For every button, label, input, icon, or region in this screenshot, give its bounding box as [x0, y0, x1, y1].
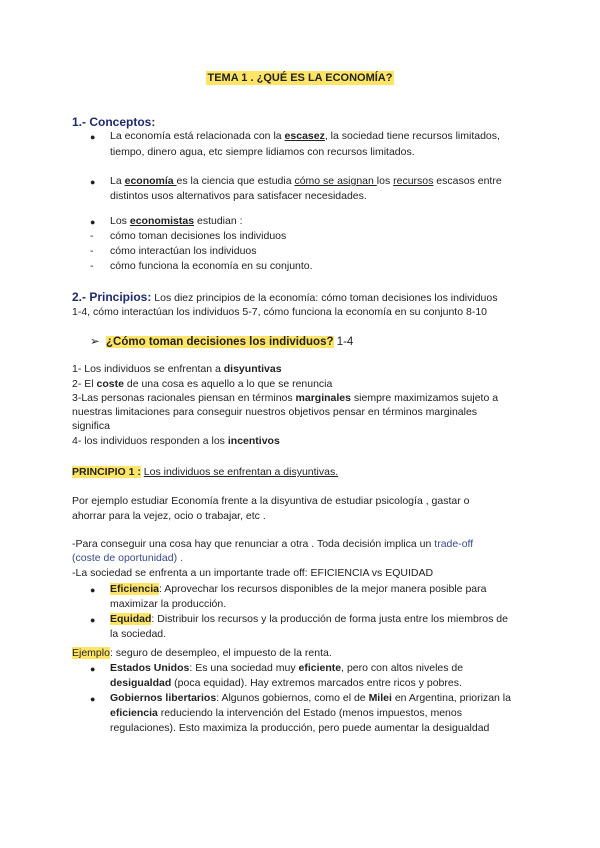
economist-topic-3: cómo funciona la economía en su conjunto. [110, 260, 313, 272]
us-example-line-2: desigualdad (poca equidad). Hay extremos marcados entre ricos y pobres. [110, 677, 462, 689]
section-conceptos-heading: 1.- Conceptos: [72, 115, 156, 129]
bullet-icon: ● [90, 132, 96, 142]
principle-1-summary: 1- Los individuos se enfrentan a disyuntivas [72, 363, 282, 375]
principle-2-summary: 2- El coste de una cosa es aquello a lo que se renuncia [72, 378, 333, 390]
principle-3-summary-line-1: 3-Las personas racionales piensan en términos marginales siempre maximizamos sujeto a [72, 392, 499, 404]
tradeoff-line-1: -Para conseguir una cosa hay que renunciar a otra . Toda decisión implica un trade-off [72, 538, 474, 550]
concept-2-line-2: distintos usos alternativos para satisfacer necesidades. [110, 190, 367, 202]
bullet-icon: ● [90, 177, 96, 187]
tradeoff-line-2: (coste de oportunidad) . [72, 552, 183, 564]
principle-3-summary-line-3: significa [72, 420, 110, 432]
efficiency-line-2: maximizar la producción. [110, 598, 227, 610]
concept-3-line: Los economistas estudian : [110, 215, 243, 227]
concept-1-line-1: La economía está relacionada con la escasez, la sociedad tiene recursos limitados, [110, 130, 500, 142]
libertarian-example-line-1: Gobiernos libertarios: Algunos gobiernos, como el de Milei en Argentina, priorizan la [110, 692, 511, 704]
libertarian-example-line-3: regulaciones). Esto maximiza la producción, pero puede aumentar la desigualdad [110, 722, 490, 734]
principle-4-summary: 4- los individuos responden a los incentivos [72, 435, 280, 447]
dash-marker: - [90, 230, 94, 242]
us-example-line-1: Estados Unidos: Es una sociedad muy eficiente, pero con altos niveles de [110, 662, 464, 674]
bullet-icon: ● [90, 217, 96, 227]
dash-marker: - [90, 260, 94, 272]
principle-3-summary-line-2: nuestras limitaciones para conseguir nuestros objetivos pensar en términos marginales [72, 406, 478, 418]
equity-line-2: la sociedad. [110, 628, 167, 640]
economist-topic-1: cómo toman decisiones los individuos [110, 230, 287, 242]
equity-line-1: Equidad: Distribuir los recursos y la producción de forma justa entre los miembros de [110, 613, 508, 625]
section-principios-line-2: 1-4, cómo interactúan los individuos 5-7, cómo funciona la economía en su conjunto 8-10 [72, 306, 487, 318]
tradeoff-line-3: -La sociedad se enfrenta a un importante trade off: EFICIENCIA vs EQUIDAD [72, 567, 434, 579]
economist-topic-2: cómo interactúan los individuos [110, 245, 257, 257]
example-text-line-1: Por ejemplo estudiar Economía frente a la disyuntiva de estudiar psicología , gastar o [72, 495, 470, 507]
concept-2-line-1: La economía es la ciencia que estudia cómo se asignan los recursos escasos entre [110, 175, 502, 187]
concept-1-line-2: tiempo, dinero agua, etc siempre lidiamos con recursos limitados. [110, 146, 415, 158]
example-heading: Ejemplo: seguro de desempleo, el impuesto de la renta. [72, 647, 332, 659]
arrow-icon: ➢ [90, 336, 100, 348]
dash-marker: - [90, 245, 94, 257]
bullet-icon: ● [90, 664, 96, 674]
bullet-icon: ● [90, 585, 96, 595]
example-text-line-2: ahorrar para la vejez, ocio o trabajar, etc . [72, 510, 266, 522]
bullet-icon: ● [90, 694, 96, 704]
section-principios-line-1: 2.- Principios: Los diez principios de la economía: cómo toman decisiones los individuos [72, 290, 498, 304]
libertarian-example-line-2: eficiencia reduciendo la intervención del Estado (menos impuestos, menos [110, 707, 462, 719]
principle-1-heading: PRINCIPIO 1 : Los individuos se enfrentan a disyuntivas. [72, 466, 339, 478]
page-title: TEMA 1 . ¿QUÉ ES LA ECONOMÍA? [207, 72, 393, 84]
efficiency-line-1: Eficiencia: Aprovechar los recursos disponibles de la mejor manera posible para [110, 583, 487, 595]
question-heading: ➢ ¿Cómo toman decisiones los individuos? 1-4 [90, 336, 354, 348]
bullet-icon: ● [90, 615, 96, 625]
